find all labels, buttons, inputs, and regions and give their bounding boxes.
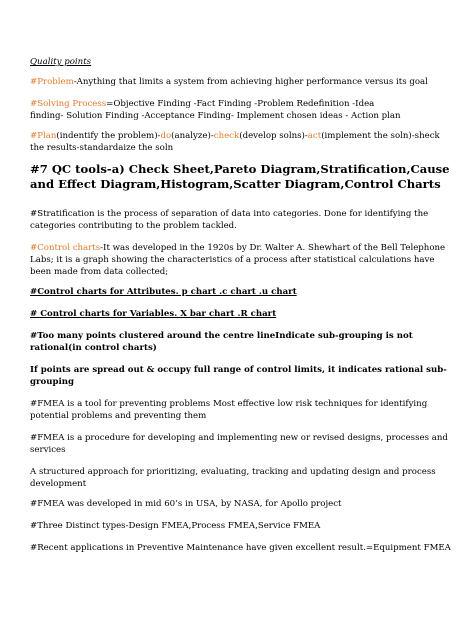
check-text: (develop solns)- xyxy=(239,131,308,141)
solving-process-line2: finding- Solution Finding -Acceptance Finding- Implement chosen ideas - Action plan xyxy=(30,111,401,121)
control-charts-tag: #Control charts xyxy=(30,243,101,253)
act-tag: act xyxy=(307,131,322,141)
problem-text: -Anything that limits a system from achieving higher performance versus its goal xyxy=(73,77,428,87)
fmea-procedure-paragraph: #FMEA is a procedure for developing and implementing new or revised designs, processes and services xyxy=(30,433,448,455)
spread-points-note: If points are spread out & occupy full range of control limits, it indicates rational sub-grouping xyxy=(30,365,447,387)
check-tag: check xyxy=(213,131,240,141)
act-text: (implement the soln)-sheck xyxy=(321,131,440,141)
plan-text: (indentify the problem)- xyxy=(56,131,161,141)
fmea-history-paragraph: #FMEA was developed in mid 60’s in USA, by NASA, for Apollo project xyxy=(30,499,342,509)
solving-process xyxy=(30,98,454,122)
solving-process-tag: #Solving Process xyxy=(30,99,107,109)
pdca-cycle xyxy=(30,130,454,154)
clustered-points-note: #Too many points clustered around the centre lineIndicate sub-grouping is not rational(in control charts) xyxy=(30,331,413,353)
stratification-paragraph: #Stratification is the process of separation of data into categories. Done for identifying the categories contributing to the problem tackled. xyxy=(30,209,429,231)
qc-tools-heading: #7 QC tools-a) Check Sheet,Pareto Diagram,Stratification,Cause and Effect Diagram,Histogram,Scatter Diagram,Control Charts xyxy=(30,162,450,191)
fmea-types-paragraph: #Three Distinct types-Design FMEA,Process FMEA,Service FMEA xyxy=(30,521,321,531)
do-tag: do xyxy=(160,131,172,141)
structured-approach-paragraph: A structured approach for prioritizing, evaluating, tracking and updating design and process development xyxy=(30,467,436,489)
solving-process-line1: =Objective Finding -Fact Finding -Problem Redefinition -Idea xyxy=(106,99,375,109)
do-text: (analyze)- xyxy=(171,131,214,141)
problem-definition xyxy=(30,76,454,88)
attributes-heading: #Control charts for Attributes. p chart .c chart .u chart xyxy=(30,287,297,297)
preventive-maintenance-paragraph: #Recent applications in Preventive Maintenance have given excellent result.=Equipment FMEA xyxy=(30,543,451,553)
control-charts-text: -It was developed in the 1920s by Dr. Walter A. Shewhart of the Bell Telephone Labs; it is a graph showing the characteristics of a process after statistical calculations have been made from data collected; xyxy=(30,243,446,277)
fmea-tool-paragraph: #FMEA is a tool for preventing problems Most effective low risk techniques for identifying potential problems and preventing them xyxy=(30,399,428,421)
control-charts-paragraph xyxy=(30,242,454,278)
plan-tag: #Plan xyxy=(30,131,57,141)
pdca-line2: the results-standardaize the soln xyxy=(30,143,174,153)
variables-heading: # Control charts for Variables. X bar chart .R chart xyxy=(30,309,277,319)
problem-tag: #Problem xyxy=(30,77,74,87)
quality-points-title: Quality points xyxy=(30,57,92,67)
